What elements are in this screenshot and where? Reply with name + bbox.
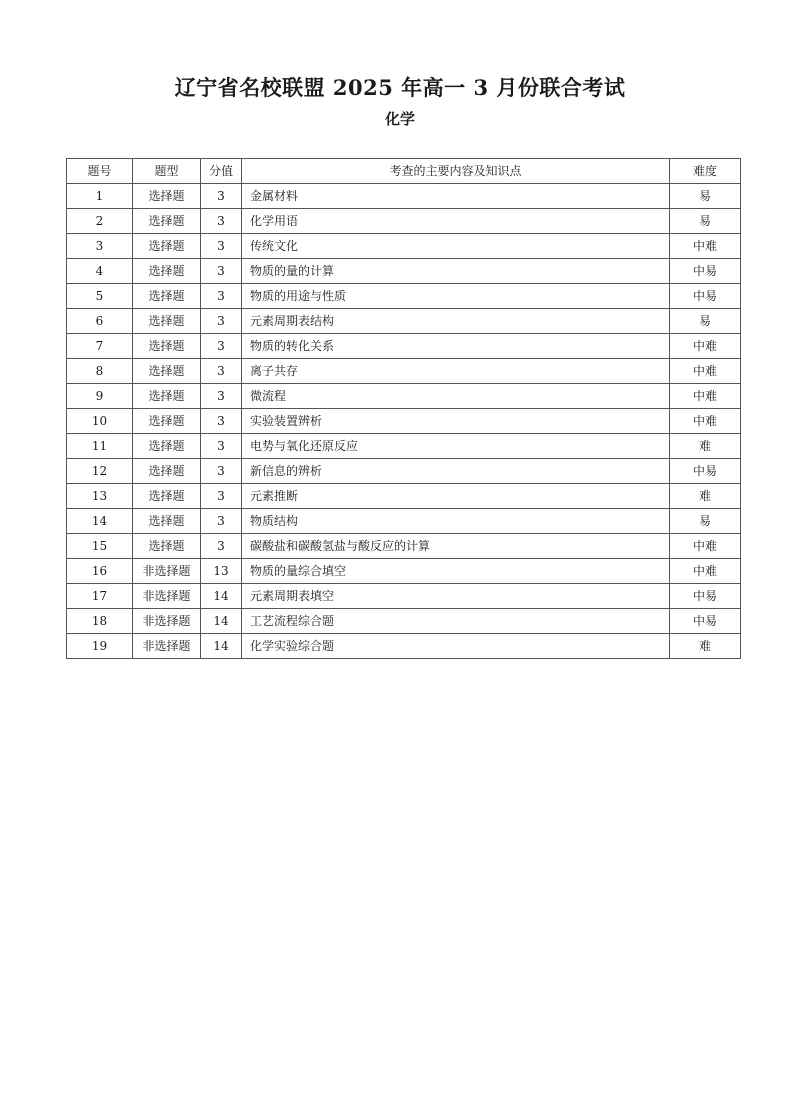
cell-question-number: 4 (67, 259, 133, 284)
cell-difficulty: 难 (670, 484, 741, 509)
subject-heading: 化学 (384, 110, 415, 128)
cell-content: 微流程 (242, 384, 670, 409)
cell-question-number: 1 (67, 184, 133, 209)
cell-question-number: 10 (67, 409, 133, 434)
cell-question-number: 6 (67, 309, 133, 334)
cell-score: 3 (201, 359, 242, 384)
cell-score: 3 (201, 184, 242, 209)
exam-spec-table (66, 158, 741, 659)
cell-difficulty: 中易 (670, 459, 741, 484)
cell-question-type: 选择题 (133, 409, 201, 434)
cell-question-number: 15 (67, 534, 133, 559)
cell-difficulty: 易 (670, 509, 741, 534)
cell-score: 3 (201, 284, 242, 309)
cell-question-type: 选择题 (133, 459, 201, 484)
cell-question-type: 选择题 (133, 359, 201, 384)
cell-content: 元素周期表填空 (242, 584, 670, 609)
cell-question-type: 选择题 (133, 434, 201, 459)
cell-difficulty: 中难 (670, 534, 741, 559)
cell-question-number: 7 (67, 334, 133, 359)
cell-difficulty: 易 (670, 309, 741, 334)
header-content: 考查的主要内容及知识点 (242, 159, 670, 184)
document-title: 辽宁省名校联盟 2025 年高一 3 月份联合考试 (174, 75, 626, 100)
cell-score: 14 (201, 584, 242, 609)
table-row (67, 609, 741, 634)
cell-content: 物质的转化关系 (242, 334, 670, 359)
cell-question-number: 5 (67, 284, 133, 309)
cell-content: 金属材料 (242, 184, 670, 209)
cell-question-number: 8 (67, 359, 133, 384)
cell-question-number: 17 (67, 584, 133, 609)
cell-content: 电势与氧化还原反应 (242, 434, 670, 459)
cell-question-number: 9 (67, 384, 133, 409)
cell-question-type: 非选择题 (133, 584, 201, 609)
cell-content: 离子共存 (242, 359, 670, 384)
cell-question-type: 选择题 (133, 534, 201, 559)
cell-question-number: 11 (67, 434, 133, 459)
cell-content: 元素推断 (242, 484, 670, 509)
table-row (67, 184, 741, 209)
table-row (67, 534, 741, 559)
cell-score: 3 (201, 309, 242, 334)
cell-difficulty: 中难 (670, 384, 741, 409)
cell-question-type: 选择题 (133, 384, 201, 409)
table-row (67, 309, 741, 334)
table-row (67, 359, 741, 384)
table-body (67, 184, 741, 659)
cell-question-number: 16 (67, 559, 133, 584)
cell-score: 3 (201, 209, 242, 234)
cell-difficulty: 中难 (670, 234, 741, 259)
cell-difficulty: 中难 (670, 359, 741, 384)
cell-score: 3 (201, 459, 242, 484)
cell-score: 14 (201, 609, 242, 634)
table-row (67, 209, 741, 234)
cell-difficulty: 难 (670, 434, 741, 459)
header-question-type: 题型 (133, 159, 201, 184)
table-row (67, 259, 741, 284)
cell-score: 3 (201, 534, 242, 559)
cell-score: 14 (201, 634, 242, 659)
cell-content: 工艺流程综合题 (242, 609, 670, 634)
cell-question-number: 13 (67, 484, 133, 509)
table-row (67, 384, 741, 409)
cell-question-type: 选择题 (133, 184, 201, 209)
cell-content: 物质的量综合填空 (242, 559, 670, 584)
cell-content: 元素周期表结构 (242, 309, 670, 334)
cell-difficulty: 难 (670, 634, 741, 659)
cell-difficulty: 中易 (670, 259, 741, 284)
cell-difficulty: 易 (670, 209, 741, 234)
cell-question-number: 19 (67, 634, 133, 659)
cell-question-type: 选择题 (133, 484, 201, 509)
cell-question-type: 选择题 (133, 509, 201, 534)
cell-difficulty: 中易 (670, 284, 741, 309)
table-row (67, 409, 741, 434)
cell-question-number: 2 (67, 209, 133, 234)
cell-score: 3 (201, 234, 242, 259)
table-row (67, 234, 741, 259)
header-question-number: 题号 (67, 159, 133, 184)
cell-difficulty: 中难 (670, 409, 741, 434)
cell-question-type: 非选择题 (133, 559, 201, 584)
cell-question-number: 14 (67, 509, 133, 534)
cell-question-type: 选择题 (133, 209, 201, 234)
cell-question-type: 非选择题 (133, 634, 201, 659)
cell-question-type: 选择题 (133, 259, 201, 284)
cell-question-type: 选择题 (133, 234, 201, 259)
cell-question-number: 3 (67, 234, 133, 259)
table-row (67, 284, 741, 309)
cell-content: 化学实验综合题 (242, 634, 670, 659)
cell-content: 实验装置辨析 (242, 409, 670, 434)
cell-question-number: 18 (67, 609, 133, 634)
table-row (67, 334, 741, 359)
cell-score: 3 (201, 484, 242, 509)
table-row (67, 484, 741, 509)
cell-difficulty: 中易 (670, 584, 741, 609)
cell-content: 物质的用途与性质 (242, 284, 670, 309)
cell-content: 新信息的辨析 (242, 459, 670, 484)
table-header-row (67, 159, 741, 184)
table-row (67, 634, 741, 659)
header-difficulty: 难度 (670, 159, 741, 184)
cell-content: 物质结构 (242, 509, 670, 534)
table-row (67, 434, 741, 459)
cell-score: 13 (201, 559, 242, 584)
cell-difficulty: 中难 (670, 559, 741, 584)
cell-content: 传统文化 (242, 234, 670, 259)
cell-content: 化学用语 (242, 209, 670, 234)
cell-question-number: 12 (67, 459, 133, 484)
cell-score: 3 (201, 509, 242, 534)
header-score: 分值 (201, 159, 242, 184)
cell-question-type: 选择题 (133, 284, 201, 309)
cell-difficulty: 中易 (670, 609, 741, 634)
cell-score: 3 (201, 384, 242, 409)
table-row (67, 584, 741, 609)
cell-difficulty: 中难 (670, 334, 741, 359)
table-row (67, 559, 741, 584)
cell-difficulty: 易 (670, 184, 741, 209)
cell-score: 3 (201, 259, 242, 284)
cell-question-type: 非选择题 (133, 609, 201, 634)
cell-score: 3 (201, 434, 242, 459)
table-row (67, 509, 741, 534)
table-row (67, 459, 741, 484)
cell-score: 3 (201, 409, 242, 434)
cell-content: 物质的量的计算 (242, 259, 670, 284)
cell-score: 3 (201, 334, 242, 359)
cell-question-type: 选择题 (133, 309, 201, 334)
cell-question-type: 选择题 (133, 334, 201, 359)
cell-content: 碳酸盐和碳酸氢盐与酸反应的计算 (242, 534, 670, 559)
